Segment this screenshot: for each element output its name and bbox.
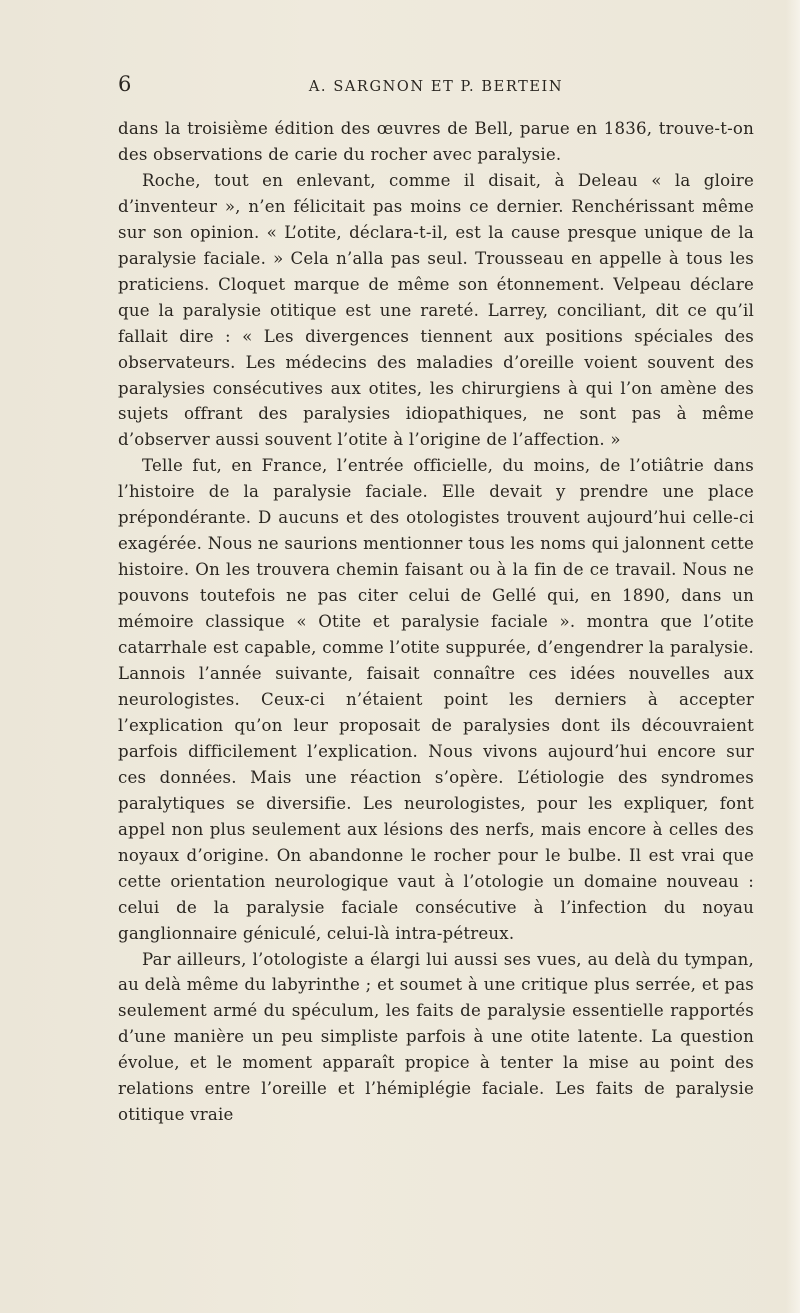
page-number: 6 — [118, 72, 132, 96]
paragraph-1: dans la troisième édition des œuvres de Bell, parue en 1836, trouve-t-on des observations de carie du rocher avec paralysie. — [118, 119, 754, 164]
header-authors: A. SARGNON ET P. BERTEIN — [308, 79, 564, 95]
body-text — [118, 116, 754, 1128]
paragraph-4: Par ailleurs, l’otologiste a élargi lui aussi ses vues, au delà du tympan, au delà même du labyrinthe ; et soumet à une critique plus serrée, et pas seulement armé du spéculum, les faits de paralysie essentielle rapportés d’une manière un peu simpliste parfois à une otite latente. La question évolue, et le moment apparaît propice à tenter la mise au point des relations entre l’oreille et l’hémiplégie faciale. Les faits de paralysie otitique vraie — [118, 949, 754, 1125]
running-header — [118, 72, 754, 102]
paragraph-2: Roche, tout en enlevant, comme il disait, à Deleau « la gloire d’inventeur », n’en félicitait pas moins ce dernier. Renchérissant même sur son opinion. « L’otite, déclara-t-il, est la cause presque unique de la paralysie faciale. » Cela n’alla pas seul. Trousseau en appelle à tous les praticiens. Cloquet marque de même son étonnement. Velpeau déclare que la paralysie otitique est une rareté. Larrey, conciliant, dit ce qu’il fallait dire : « Les divergences tiennent aux positions spéciales des observateurs. Les médecins des maladies d’oreille voient souvent des paralysies consécutives aux otites, les chirurgiens à qui l’on amène des sujets offrant des paralysies idiopathiques, ne sont pas à même d’observer aussi souvent l’otite à l’origine de l’affection. » — [118, 170, 754, 450]
paragraph-3: Telle fut, en France, l’entrée officielle, du moins, de l’otiâtrie dans l’histoire de la paralysie faciale. Elle devait y prendre une place prépondérante. D aucuns et des otologistes trouvent aujourd’hui celle-ci exagérée. Nous ne saurions mentionner tous les noms qui jalonnent cette histoire. On les trouvera chemin faisant ou à la fin de ce travail. Nous ne pouvons toutefois ne pas citer celui de Gellé qui, en 1890, dans un mémoire classique « Otite et paralysie faciale ». montra que l’otite catarrhale est capable, comme l’otite suppurée, d’engendrer la paralysie. Lannois l’année suivante, faisait connaître ces idées nouvelles aux neurologistes. Ceux-ci n’étaient point les derniers à accepter l’explication qu’on leur proposait de paralysies dont ils découvraient parfois difficilement l’explication. Nous vivons aujourd’hui encore sur ces données. Mais une réaction s’opère. L’étiologie des syndromes paralytiques se diversifie. Les neurologistes, pour les expliquer, font appel non plus seulement aux lésions des nerfs, mais encore à celles des noyaux d’origine. On abandonne le rocher pour le bulbe. Il est vrai que cette orientation neurologique vaut à l’otologie un domaine nouveau : celui de la paralysie faciale consécutive à l’infection du noyau ganglionnaire géniculé, celui-là intra-pétreux. — [118, 456, 754, 943]
